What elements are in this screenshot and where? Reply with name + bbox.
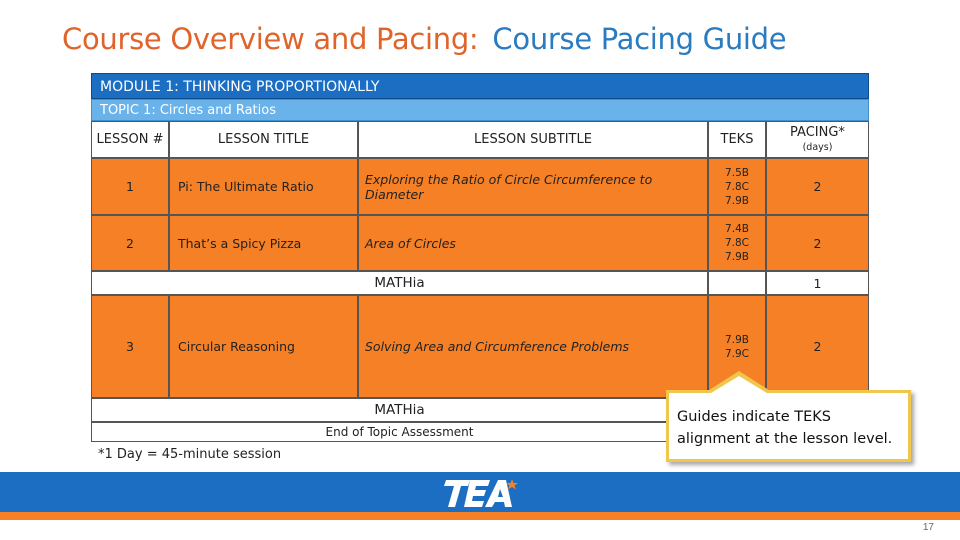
callout-box: [666, 390, 911, 462]
teks-code: 7.9B: [725, 194, 749, 207]
teks-code: 7.9B: [725, 251, 749, 263]
lesson-teks: [708, 158, 766, 215]
header-pacing-unit: (days): [802, 141, 833, 153]
teks-code: 7.8C: [724, 180, 750, 193]
lesson-number: 1: [91, 158, 169, 215]
mathia-row: [91, 271, 869, 295]
lesson-title: That’s a Spicy Pizza: [169, 215, 358, 271]
mathia-label: MATHia: [91, 398, 708, 422]
lesson-number: 3: [91, 295, 169, 398]
teks-code: 7.9C: [724, 347, 750, 360]
lesson-number: 2: [91, 215, 169, 271]
callout-text: [677, 406, 892, 450]
table-row: [91, 158, 869, 215]
table-row: [91, 215, 869, 271]
lesson-title: Pi: The Ultimate Ratio: [169, 158, 358, 215]
callout-line-2: alignment at the lesson level.: [677, 431, 893, 447]
header-teks: TEKS: [708, 121, 766, 158]
module-header: MODULE 1: THINKING PROPORTIONALLY: [91, 73, 869, 99]
title-part-2: Course Pacing Guide: [492, 22, 787, 56]
lesson-pacing: 2: [766, 295, 869, 398]
callout-arrow-inner: [711, 376, 767, 393]
footnote: *1 Day = 45-minute session: [98, 447, 282, 462]
header-pacing-label: PACING*: [790, 124, 845, 140]
page-number: 17: [922, 522, 934, 533]
lesson-subtitle: Exploring the Ratio of Circle Circumference to Diameter: [358, 158, 708, 215]
end-of-topic-assessment: End of Topic Assessment: [91, 422, 708, 442]
column-header-row: [91, 121, 869, 158]
tea-logo-icon: [440, 477, 520, 509]
teks-code: 7.8C: [724, 237, 750, 249]
header-lesson-num: LESSON #: [91, 121, 169, 158]
lesson-title: Circular Reasoning: [169, 295, 358, 398]
mathia-pacing: 1: [766, 271, 869, 295]
lesson-subtitle: Area of Circles: [358, 215, 708, 271]
lesson-pacing: 2: [766, 158, 869, 215]
footer-band-orange: [0, 512, 960, 520]
teks-code: 7.4B: [725, 223, 749, 235]
topic-header: TOPIC 1: Circles and Ratios: [91, 99, 869, 121]
header-lesson-subtitle: LESSON SUBTITLE: [358, 121, 708, 158]
page-title: [62, 22, 786, 56]
header-pacing: [766, 121, 869, 158]
callout-line-1: Guides indicate TEKS: [677, 409, 831, 425]
teks-code: 7.5B: [725, 166, 749, 179]
teks-code: 7.9B: [725, 333, 749, 346]
mathia-teks-empty: [708, 271, 766, 295]
lesson-teks: [708, 215, 766, 271]
header-lesson-title: LESSON TITLE: [169, 121, 358, 158]
lesson-pacing: 2: [766, 215, 869, 271]
lesson-subtitle: Solving Area and Circumference Problems: [358, 295, 708, 398]
title-part-1: Course Overview and Pacing:: [62, 22, 479, 56]
mathia-label: MATHia: [91, 271, 708, 295]
